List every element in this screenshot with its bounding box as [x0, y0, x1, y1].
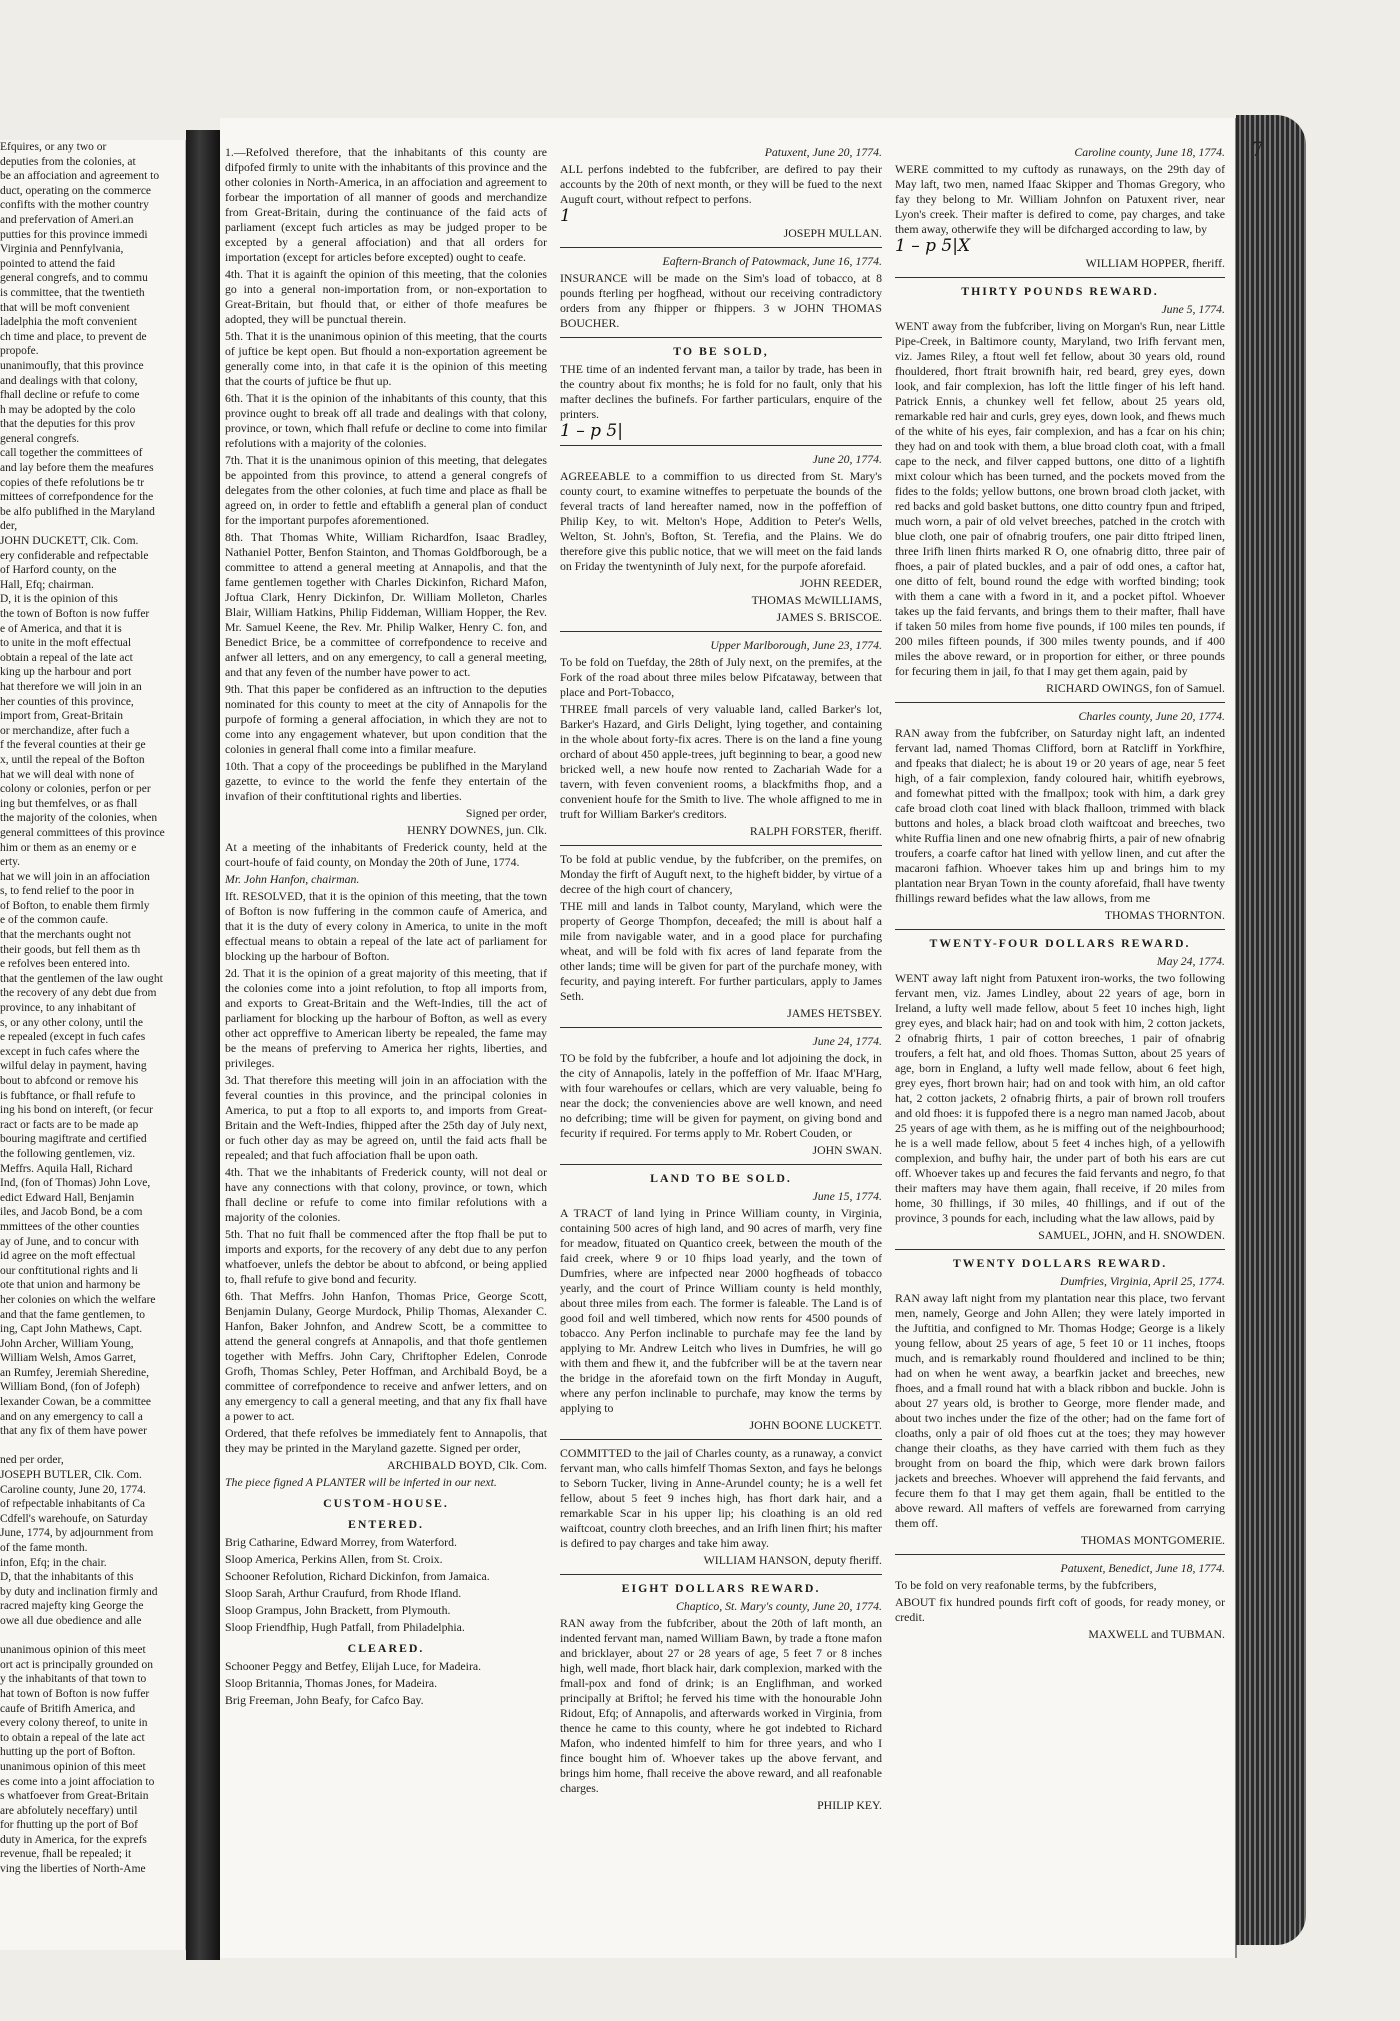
left-page-line: iles, and Jacob Bond, be a com	[0, 1206, 143, 1219]
heading: LAND TO BE SOLD.	[650, 1171, 792, 1185]
left-page-line: Caroline county, June 20, 1774.	[0, 1483, 146, 1496]
left-page-line: bout to abfcond or remove his	[0, 1075, 139, 1087]
column-1	[225, 145, 547, 1935]
left-page-line: that the merchants ought not	[0, 929, 131, 942]
left-page-line: JOHN DUCKETT, Clk. Com.	[0, 535, 139, 548]
left-page-line: general congrefs.	[0, 432, 80, 445]
dateline: June 15, 1774.	[812, 1189, 882, 1203]
left-page-line: copies of thefe refolutions be tr	[0, 476, 145, 489]
left-page-line: duty in America, for the exprefs	[0, 1833, 147, 1846]
left-page-line: erty.	[0, 856, 21, 869]
left-page-line: e refolves been entered into.	[0, 958, 130, 971]
signature: SAMUEL, JOHN, and H. SNOWDEN.	[1038, 1228, 1225, 1242]
dateline: June 5, 1774.	[1161, 302, 1225, 316]
paragraph: Sloop Sarah, Arthur Craufurd, from Rhode Ifland.	[225, 1586, 462, 1600]
left-page-line: h may be adopted by the colo	[0, 403, 136, 416]
left-page-line: bouring magiftrate and certified	[0, 1133, 147, 1146]
left-page-line: her colonies on which the welfare	[0, 1293, 156, 1306]
divider	[560, 1164, 882, 1165]
left-page-line: that the gentlemen of the law ought	[0, 972, 163, 985]
divider	[560, 445, 882, 446]
left-page-line: him or them as an enemy or e	[0, 841, 137, 854]
paragraph: To be fold at public vendue, by the fubfcriber, on the premifes, on Monday the firft of Auguft next, to the higheft bidder, by virtue of a decree of the high court of chancery,	[560, 852, 882, 896]
left-page-line: ery confiderable and refpectable	[0, 549, 149, 562]
left-page-line: ving the liberties of North-Ame	[0, 1863, 146, 1876]
left-page-line: that any fix of them have power	[0, 1425, 147, 1438]
paragraph: Brig Freeman, John Beafy, for Cafco Bay.	[225, 1693, 424, 1707]
left-page-line: s, or any other colony, until the	[0, 1016, 143, 1029]
left-page-line: e repealed (except in fuch cafes	[0, 1031, 146, 1044]
left-page-line: William Bond, (fon of Jofeph)	[0, 1381, 140, 1394]
left-page-line: Virginia and Pennfylvania,	[0, 243, 124, 256]
paragraph: AGREEABLE to a commiffion to us directed from St. Mary's county court, to examine witneffes to perpetuate the bounds of the feveral tracts of land hereafter named, now in the poffeffion of Philip Key, to wit. Melton's Hope, Addition to Peter's Wells, Welton, St. John's, Bofton, St. Terefia, and the Plains. We do therefore give this public notice, that we will meet on the faid lands on Friday the twentyninth of July next, for the purpofe aforefaid.	[560, 469, 882, 573]
left-page-line: ch time and place, to prevent de	[0, 330, 147, 343]
divider	[560, 337, 882, 338]
left-page-line: that the deputies for this prov	[0, 418, 136, 431]
left-page-line: Hall, Efq; chairman.	[0, 578, 94, 591]
paragraph: COMMITTED to the jail of Charles county, as a runaway, a convict fervant man, who calls himfelf Thomas Sexton, and fays he belongs to Seborn Tucker, living in Anne-Arundel county; he is a well fet fellow, about 5 feet 9 inches high, has fhort dark hair, and a remarkable Scar in his upper lip; his cloathing is an old red waiftcoat, country cloth breeches, and an Irifh linen fhirt; his mafter is defired to pay charges and take him away.	[560, 1446, 882, 1550]
paragraph: INSURANCE will be made on the Sim's load of tobacco, at 8 pounds fterling per hogfhead, without our receiving contradictory orders from any fhipper or fhippers. 3 w JOHN THOMAS BOUCHER.	[560, 271, 882, 330]
left-page-line: and dealings with that colony,	[0, 374, 138, 387]
left-page-line: unanimous opinion of this meet	[0, 1644, 146, 1657]
left-page-line: June, 1774, by adjournment from	[0, 1527, 154, 1540]
left-page-line: ladelphia the moft convenient	[0, 316, 137, 329]
left-page-line: Ind, (fon of Thomas) John Love,	[0, 1177, 151, 1190]
left-page-line: deputies from the colonies, at	[0, 155, 136, 168]
left-page-line: der,	[0, 520, 18, 533]
left-page-line: s, to fend relief to the poor in	[0, 885, 135, 898]
left-page-line: of the fame month.	[0, 1542, 88, 1554]
left-page-line: ing but themfelves, or as fhall	[0, 797, 138, 810]
signature: JOHN SWAN.	[812, 1143, 882, 1157]
left-page-line: mittees of correfpondence for the	[0, 491, 154, 504]
left-page-line: import from, Great-Britain	[0, 710, 123, 723]
paragraph: Schooner Peggy and Betfey, Elijah Luce, for Madeira.	[225, 1659, 482, 1673]
paragraph: 2d. That it is the opinion of a great majority of this meeting, that if the colonies come into a joint refolution, to ftop all imports from, and exports to Great-Britain and the Weft-Indies, till the act of parliament for blocking up the harbour of Bofton, as well as every other act oppreffive to American liberty be repealed, the fame may be the means of preferving to America her rights, liberties, and privileges.	[225, 966, 547, 1070]
paragraph: Sloop Grampus, John Brackett, from Plymouth.	[225, 1603, 451, 1617]
left-page-line: hat we will deal with none of	[0, 768, 135, 781]
dateline: June 20, 1774.	[812, 452, 882, 466]
signature: JOHN REEDER,	[800, 576, 882, 590]
paragraph: WENT away from the fubfcriber, living on Morgan's Run, near Little Pipe-Creek, in Baltimore county, Maryland, two Irifh fervant men, viz. James Riley, a ftout well fet fellow, about 30 years old, round fhouldered, fhort ftrait brownifh hair, red beard, grey eyes, down look, and fair complexion, has loft the little finger of his left hand. Patrick Ennis, a chunkey well fet fellow, about 25 years old, remarkable red hair and curls, grey eyes, down look, and fhews much of the white of his eyes, fair complexion, and has a fcar on his chin; they had on and took with them, a blue broad cloth coat, with a fmall cape to the neck, and filver capped buttons, one ditto of a lightifh mixt colour which has been turned, and the pockets moved from the fides to the folds; yellow buttons, one brown broad cloth jacket, with red backs and gold basket buttons, one ditto country fpun and ftriped, much worn, a pair of old velvet breeches, patched in the crotch with blue cloth, one pair of ofnabrig troufers, one pair ditto ftriped linen, three Irifh linen fhirts marked R O, one ofnabrig ditto, three pair of fhoes, a pair of plated buckles, and a pair of odd ones, a caftor hat, one ditto of felt, bound round the edge with worfted binding; took with them a cane with a fword in it, and a pocket piftol. Whoever takes up the faid fervants, and brings them to their mafter, fhall have if taken 50 miles from home five pounds, if 100 miles ten pounds, if 200 miles fifteen pounds, if 300 miles twenty pounds, and if 400 miles the above reward, or in proportion for either, or three pounds for fecuring them in jail, fo that I may get them again, paid by	[895, 319, 1225, 678]
note: The piece figned A PLANTER will be inferted in our next.	[225, 1475, 497, 1489]
left-page-line: or merchandize, after fuch a	[0, 724, 130, 737]
heading: THIRTY POUNDS REWARD.	[961, 284, 1159, 298]
divider	[560, 1027, 882, 1028]
left-page-line: hutting up the port of Bofton.	[0, 1746, 136, 1759]
left-page-line: JOSEPH BUTLER, Clk. Com.	[0, 1469, 142, 1482]
signature: THOMAS McWILLIAMS,	[751, 593, 882, 607]
left-page-line: duct, operating on the commerce	[0, 184, 152, 197]
paragraph: WENT away laft night from Patuxent iron-works, the two following fervant men, viz. James Lindley, about 22 years of age, born in Ireland, a lufty well made fellow, about 5 feet 10 inches high, light grey eyes, and black hair; had on and took with him, 2 cotton jackets, 2 ofnabrig fhirts, 1 pair of cotton breeches, 1 pair of ofnabrig troufers, a felt hat, and old fhoes. Thomas Sutton, about 25 years of age, born in England, a lufty well made fellow, about 6 feet high, grey eyes, fhort brown hair; had on and took with him, an old caftor hat, 2 cotton jackets, 2 ofnabrig fhirts, a pair of brown roll troufers and old fhoes: it is fuppofed there is a negro man named Jacob, about 25 years of age with them, as he is miffing out of the neighbourhood; he is a well made fellow, about 5 feet 4 inches high, of a yellowifh complexion, and bufhy hair, the under part of both his ears are cut off. Whoever takes up and fecures the faid fervants and negro, fo that their mafters may have them again, fhall receive, if 20 miles from home, 30 fhillings, if 30 miles, 40 fhillings, and if out of the province, 3 pounds for each, including what the law allows, paid by	[895, 971, 1225, 1225]
left-page-line: to unite in the moft effectual	[0, 637, 132, 650]
left-page-line: general committees of this province	[0, 826, 165, 839]
left-page-line: of Bofton, to enable them firmly	[0, 899, 150, 912]
left-page-line: revenue, fhall be repealed; it	[0, 1848, 132, 1861]
left-page-line: that will be moft convenient	[0, 301, 130, 314]
left-page-line: of refpectable inhabitants of Ca	[0, 1498, 145, 1511]
paragraph: To be fold on Tuefday, the 28th of July next, on the premifes, at the Fork of the road about three miles below Pifcataway, between that place and Port-Tobacco,	[560, 655, 882, 699]
left-page-line: ned per order,	[0, 1454, 64, 1467]
paragraph: ABOUT fix hundred pounds firft coft of goods, for ready money, or credit.	[895, 1595, 1225, 1624]
left-page-line: is committee, that the twentieth	[0, 286, 145, 299]
signature: WILLIAM HOPPER, fheriff.	[1085, 256, 1225, 270]
left-page-line: ing his bond on intereft, (or fecur	[0, 1104, 153, 1117]
book-gutter	[186, 130, 220, 1960]
paragraph: 10th. That a copy of the proceedings be publifhed in the Maryland gazette, to evince to the world the fenfe they entertain of the invafion of their conftitutional rights and liberties.	[225, 759, 547, 803]
left-page-line: are abfolutely neceffary) until	[0, 1804, 138, 1817]
left-page-line: be an affociation and agreement to	[0, 170, 160, 183]
left-page-line	[0, 1629, 185, 1644]
signature: HENRY DOWNES, jun. Clk.	[407, 823, 547, 837]
signature: JAMES S. BRISCOE.	[776, 610, 882, 624]
left-page-line: hat town of Bofton is now fuffer	[0, 1687, 150, 1700]
handwritten-mark: 1 – p 5|	[560, 421, 623, 441]
left-page-line: every colony thereof, to unite in	[0, 1717, 148, 1730]
paragraph: 7th. That it is the unanimous opinion of this meeting, that delegates be appointed from this province, to attend a general congrefs of delegates from the other colonies, at fuch time and place as fhall be agreed on, in order to fettle and eftablifh a general plan of conduct for the important purpofes aforementioned.	[225, 453, 547, 527]
left-page-line: ract or facts are to be made ap	[0, 1118, 139, 1131]
left-page-line: colony or colonies, perfon or per	[0, 783, 151, 796]
left-page-line: an Rumfey, Jeremiah Sheredine,	[0, 1366, 150, 1379]
left-page-line: the majority of the colonies, when	[0, 812, 158, 825]
paragraph: TO be fold by the fubfcriber, a houfe and lot adjoining the dock, in the city of Annapolis, lately in the poffeffion of Mr. Ifaac M'Harg, with four warehoufes or cellars, which are very valuable, being fo near the dock; the conveniencies above are well known, and need no defcribing; time will be given for payment, on giving bond and fecurity if required. For terms apply to Mr. Robert Couden, or	[560, 1051, 882, 1140]
left-page-line: Efquires, or any two or	[0, 141, 107, 153]
left-page-line: William Welsh, Amos Garret,	[0, 1352, 137, 1365]
signature: MAXWELL and TUBMAN.	[1088, 1627, 1225, 1641]
paragraph: At a meeting of the inhabitants of Frederick county, held at the court-houfe of faid county, on Monday the 20th of June, 1774.	[225, 840, 547, 869]
left-page-line: to obtain a repeal of the late act	[0, 1731, 145, 1744]
signature: PHILIP KEY.	[817, 1798, 882, 1812]
left-page-line: Meffrs. Aquila Hall, Richard	[0, 1162, 133, 1175]
left-page-line: is fubftance, or fhall refufe to	[0, 1089, 136, 1102]
left-page-line: infon, Efq; in the chair.	[0, 1556, 107, 1569]
left-page-line: es come into a joint affociation to	[0, 1775, 155, 1788]
left-page-line: ay of June, and to concur with	[0, 1235, 139, 1248]
left-page-line: the town of Bofton is now fuffer	[0, 608, 150, 620]
dateline: Patuxent, Benedict, June 18, 1774.	[1060, 1561, 1225, 1575]
divider	[895, 702, 1225, 703]
page-number: 7	[1252, 136, 1263, 161]
paragraph: 8th. That Thomas White, William Richardfon, Isaac Bradley, Nathaniel Potter, Benfon Stainton, and Thomas Goldfborough, be a committee to attend a general meeting at Annapolis, and that the fame gentlemen together with Charles Dickinfon, Richard Mafon, Joftua Clark, Henry Dickinfon, Dr. William Molleton, Charles Blair, William Hatkins, Philip Fiddeman, William Hopper, the Rev. Mr. Samuel Keene, the Rev. Mr. Philip Walker, Henry C. fon, and Benedict Brice, be a committee of correfpondence to receive and anfwer all letters, and on any emergency, to call a general meeting, and that any feven of the number have power to act.	[225, 530, 547, 679]
heading: ENTERED.	[348, 1517, 424, 1531]
left-page-line: be alfo publifhed in the Maryland	[0, 505, 155, 518]
left-page-line: e of America, and that it is	[0, 622, 122, 635]
paragraph: Sloop America, Perkins Allen, from St. Croix.	[225, 1552, 443, 1566]
left-page	[0, 140, 186, 1950]
paragraph: THREE fmall parcels of very valuable land, called Barker's lot, Barker's Hazard, and Girls Delight, lying together, and containing in the whole about forty-fix acres. There is on the land a fine young orchard of about 450 apple-trees, juft beginning to bear, a good new bricked well, a new houfe now rented to Zachariah Wade for a tavern, with feven convenient rooms, a blackfmiths fhop, and a convenient houfe for the Smith to live. The whole affigned to me in truft for William Barker's creditors.	[560, 702, 882, 821]
heading: CUSTOM-HOUSE.	[323, 1496, 449, 1510]
paragraph: 3d. That therefore this meeting will join in an affociation with the feveral counties in this province, and the principal colonies in America, to put a ftop to all exports to, and imports from Great-Britain and the Weft-Indies, fhipped after the 25th day of July next, or fuch other day as may be agreed on, until the faid acts fhall be repealed; and that fuch affociation fhall be upon oath.	[225, 1073, 547, 1162]
handwritten-mark: 1	[560, 206, 571, 226]
left-page-line: fhall decline or refufe to come	[0, 389, 140, 402]
divider	[560, 1439, 882, 1440]
dateline: Eaftern-Branch of Patowmack, June 16, 1774.	[662, 254, 882, 268]
left-page-line: her counties of this province,	[0, 695, 134, 708]
dateline: Charles county, June 20, 1774.	[1078, 709, 1225, 723]
heading: TO BE SOLD,	[673, 344, 769, 358]
page-edge	[1236, 115, 1306, 1945]
left-page-line: John Archer, William Young,	[0, 1337, 134, 1350]
divider	[560, 247, 882, 248]
left-page-line: the recovery of any debt due from	[0, 987, 157, 1000]
left-page-line: Cdfell's warehoufe, on Saturday	[0, 1512, 148, 1525]
paragraph: Schooner Refolution, Richard Dickinfon, from Jamaica.	[225, 1569, 490, 1583]
handwritten-mark: 1 – p 5|X	[895, 236, 971, 256]
left-page-line: wilful delay in payment, having	[0, 1060, 147, 1073]
dateline: Caroline county, June 18, 1774.	[1074, 145, 1225, 159]
left-page-line: D, it is the opinion of this	[0, 593, 118, 606]
signature: RALPH FORSTER, fheriff.	[749, 824, 882, 838]
paragraph: A TRACT of land lying in Prince William county, in Virginia, containing 500 acres of high land, and 90 acres of marfh, very fine for meadow, fituated on Quantico creek, between the mouth of the faid creek, where 9 or 10 fhips load yearly, and the town of Dumfries, where are infpected near 2000 hogfheads of tobacco yearly, and the court of Prince William county is held monthly, about three miles from each. The former is faleable. The Land is of good foil and well timbered, which now rents for 4500 pounds of tobacco. Any Perfon inclinable to purchafe may fee the land by applying to Mr. Andrew Leitch who lives in Dumfries, he will go with them and fhew it, and the fubfcriber will be at the tavern near the bridge in the aforefaid town on the firft Monday in Auguft, where any perfon inclinable to purchafe, may know the terms by applying to	[560, 1206, 882, 1415]
paragraph: Ift. RESOLVED, that it is the opinion of this meeting, that the town of Bofton is now fuffering in the common caufe of America, and that it is the duty of every colony in America, to unite in the moft effectual means to obtain a repeal of the late act of parliament for blocking up the harbour of Bofton.	[225, 889, 547, 963]
left-page-line: pointed to attend the faid	[0, 257, 115, 270]
paragraph: RAN away from the fubfcriber, on Saturday night laft, an indented fervant lad, named Thomas Clifford, born at Ratcliff in Yorkfhire, and fpeaks that dialect; he is about 19 or 20 years of age, near 5 feet high, of a fair complexion, fandy coloured hair, whitifh eyebrows, and fomewhat pitted with the fmallpox; took with him, a dark grey cafe broad cloth coat lined with black fhalloon, trimmed with black buttons and holes, a black broad cloth waiftcoat and breeches, two white Ruffia linen and one new ofnabrig fhirts, a pair of new ofnabrig troufers, a coarfe caftor hat lined with yellow linen, and cut after the macaroni fafhion. Whoever takes him up and brings him to my plantation near Bryan Town in the county aforefaid, fhall have twenty fhillings reward befides what the law allows, from me	[895, 726, 1225, 905]
left-page-line: the following gentlemen, viz.	[0, 1147, 136, 1160]
left-page-line: obtain a repeal of the late act	[0, 651, 133, 664]
signature: JOHN BOONE LUCKETT.	[749, 1418, 882, 1432]
paragraph: ALL perfons indebted to the fubfcriber, are defired to pay their accounts by the 20th of next month, or they will be fued to the next Auguft court, without refpect to perfons.	[560, 162, 882, 206]
paragraph: Sloop Britannia, Thomas Jones, for Madeira.	[225, 1676, 438, 1690]
dateline: Dumfries, Virginia, April 25, 1774.	[1060, 1274, 1225, 1288]
signature: JOSEPH MULLAN.	[783, 226, 882, 240]
heading: CLEARED.	[347, 1641, 425, 1655]
left-page-line: id agree on the moft effectual	[0, 1250, 136, 1263]
left-page-line: by duty and inclination firmly and	[0, 1585, 158, 1598]
divider	[895, 1554, 1225, 1555]
left-page-line: hat therefore we will join in an	[0, 680, 142, 693]
left-page-line: racred majefty king George the	[0, 1600, 144, 1613]
divider	[895, 929, 1225, 930]
heading: TWENTY-FOUR DOLLARS REWARD.	[929, 936, 1191, 950]
left-page-line: edict Edward Hall, Benjamin	[0, 1191, 135, 1204]
left-page-line: D, that the inhabitants of this	[0, 1571, 134, 1584]
divider	[895, 1249, 1225, 1250]
paragraph: Brig Catharine, Edward Morrey, from Waterford.	[225, 1535, 457, 1549]
left-page-line: province, to any inhabitant of	[0, 1002, 136, 1015]
left-page-line: for fhutting up the port of Bof	[0, 1819, 138, 1832]
left-page-line: general congrefs, and to commu	[0, 272, 148, 285]
divider	[560, 631, 882, 632]
left-page-line: confifts with the mother country	[0, 199, 149, 212]
left-page-line: our conftitutional rights and li	[0, 1264, 138, 1277]
paragraph: THE time of an indented fervant man, a tailor by trade, has been in the country about fix months; he is fold for no fault, only that his mafter declines the bufinefs. For farther particulars, enquire of the printers.	[560, 362, 882, 421]
left-page-line: lexander Cowan, be a committee	[0, 1396, 152, 1409]
heading: TWENTY DOLLARS REWARD.	[952, 1256, 1168, 1270]
left-page-line: ote that union and harmony be	[0, 1279, 141, 1292]
paragraph: 4th. That it is againft the opinion of this meeting, that the colonies go into a general non-importation from, or non-exportation to Great-Britain, but fhould that, or either of thofe meafures be adopted, they will be punctual therein.	[225, 267, 547, 326]
dateline: Patuxent, June 20, 1774.	[764, 145, 882, 159]
left-page-line: unanimoufly, that this province	[0, 359, 144, 372]
paragraph: To be fold on very reafonable terms, by the fubfcribers,	[895, 1578, 1157, 1592]
heading: EIGHT DOLLARS REWARD.	[621, 1581, 821, 1595]
signature: JAMES HETSBEY.	[787, 1006, 882, 1020]
column-2	[560, 145, 882, 1935]
paragraph: Ordered, that thefe refolves be immediately fent to Annapolis, that they may be printed in the Maryland gazette. Signed per order,	[225, 1426, 547, 1455]
dateline: Upper Marlborough, June 23, 1774.	[710, 638, 882, 652]
column-3	[895, 145, 1225, 1935]
paragraph: 5th. That it is the unanimous opinion of this meeting, that the courts of juftice be kept open. But fhould a non-exportation agreement be generally come into, in that cafe it is the opinion of this meeting that the courts of juftice be fhut up.	[225, 329, 547, 388]
dateline: May 24, 1774.	[1156, 954, 1225, 968]
left-page-line: caufe of Britifh America, and	[0, 1702, 136, 1715]
left-page-line: hat we will join in an affociation	[0, 870, 150, 883]
left-page-line: and on any emergency to call a	[0, 1410, 143, 1423]
left-page-line: propofe.	[0, 345, 39, 358]
dateline: Chaptico, St. Mary's county, June 20, 1774.	[676, 1599, 882, 1613]
paragraph: 6th. That Meffrs. John Hanfon, Thomas Price, George Scott, Benjamin Dulany, George Murdock, Philip Thomas, Alexander C. Hanfon, Baker Johnfon, and Andrew Scott, be a committee to attend the general congrefs at Annapolis, and that thofe gentlemen together with Meffrs. John Cary, Chriftopher Edelen, Conrode Grofh, Thomas Schley, Peter Hoffman, and Archibald Boyd, be a committee of correfpondence to receive and anfwer letters, and on any emergency to call a general meeting, and that any fix fhall have a power to act.	[225, 1289, 547, 1423]
left-page-line: of Harford county, on the	[0, 564, 117, 577]
signature: WILLIAM HANSON, deputy fheriff.	[703, 1553, 882, 1567]
divider	[895, 277, 1225, 278]
paragraph: Sloop Friendfhip, Hugh Patfall, from Philadelphia.	[225, 1620, 465, 1634]
signature: ARCHIBALD BOYD, Clk. Com.	[387, 1458, 547, 1472]
note: Mr. John Hanfon, chairman.	[225, 872, 360, 886]
left-page-line: and lay before them the meafures	[0, 462, 154, 475]
left-page-line: king up the harbour and port	[0, 666, 132, 679]
signature: THOMAS THORNTON.	[1104, 908, 1225, 922]
left-page-line	[0, 1439, 185, 1454]
left-page-line: their goods, but fell them as th	[0, 943, 141, 956]
left-page-line: mmittees of the other counties	[0, 1220, 140, 1233]
paragraph: RAN away from the fubfcriber, about the 20th of laft month, an indented fervant man, named William Bawn, by trade a ftone mafon and bricklayer, about 27 or 28 years of age, 5 feet 7 or 8 inches high, well made, fhort black hair, dark complexion, marked with the fmall-pox and fond of drink; is an Englifhman, and worked principally at Briftol; he ferved his time with the honourable John Ridout, Efq; of Annapolis, and afterwards worked in Virginia, from thence he came to this county, where he got indebted to Richard Mafon, who indented himfelf to him for three years, and who I fince bought him of. Whoever takes up the above fervant, and brings him home, fhall receive the above reward, and all reafonable charges.	[560, 1616, 882, 1795]
paragraph: 6th. That it is the opinion of the inhabitants of this county, that this province ought to break off all trade and dealings with that colony, province, or town, which fhall refufe or decline to come into fimilar refolutions with a majority of the colonies.	[225, 391, 547, 450]
left-page-line: unanimous opinion of this meet	[0, 1760, 146, 1773]
left-page-line: f the feveral counties at their ge	[0, 739, 146, 752]
left-page-line: ort act is principally grounded on	[0, 1658, 153, 1671]
dateline: June 24, 1774.	[812, 1034, 882, 1048]
left-page-line: x, until the repeal of the Bofton	[0, 753, 145, 766]
left-page-line: and that the fame gentlemen, to	[0, 1308, 145, 1321]
signature: Signed per order,	[465, 806, 547, 820]
left-page-line: s whatfoever from Great-Britain	[0, 1790, 149, 1803]
paragraph: THE mill and lands in Talbot county, Maryland, which were the property of George Thompfon, deceafed; the mill is about half a mile from navigable water, and in a good place for purchafing wheat, and will be fold with fix acres of land feparate from the other lands; time will be given for part of the purchafe money, with fecurity, and paying intereft. For further particulars, apply to James Seth.	[560, 899, 882, 1003]
left-page-line: e of the common caufe.	[0, 914, 109, 927]
paragraph: RAN away laft night from my plantation near this place, two fervant men, namely, George and John Allen; they were lately imported in the Juftitia, and configned to Mr. Thomas Hodge; George is a likely young fellow, about 25 years of age, 5 feet 10 or 11 inches, ftoops much, and is remarkably round fhouldered and inclined to be thin; had on when he went away, a bearfkin jacket and breeches, new fhoes, and a fmall round hat with a black ribbon and buckle. John is about 27 years old, is brother to George, more flender made, and about two inches under the fize of the other; had on the fame fort of cloaths, only a pair of old fhoes cut at the toes; they may however change their cloaths, as they have carried with them fuch as they brought from on board the fhip, which were dark brown failors jackets and breeches. Whoever will apprehend the faid fervants, and fecure them fo that I may get them again, fhall be entitled to the above reward. All mafters of veffels are forewarned from carrying them off.	[895, 1291, 1225, 1530]
paragraph: 5th. That no fuit fhall be commenced after the ftop fhall be put to imports and exports, for the recovery of any debt due to any perfon whatfoever, unlefs the debtor be about to abfcond, or being applied to, fhall refufe to give bond and fecurity.	[225, 1227, 547, 1286]
signature: RICHARD OWINGS, fon of Samuel.	[1046, 681, 1225, 695]
left-page-line: owe all due obedience and alle	[0, 1614, 142, 1627]
left-page-line: call together the committees of	[0, 447, 143, 460]
divider	[560, 845, 882, 846]
left-page-line: and prefervation of Ameri.an	[0, 213, 134, 226]
paragraph: 1.—Refolved therefore, that the inhabitants of this county are difpofed firmly to unite with the inhabitants of this province and the other colonies in North-America, in an affociation and agreement to forbear the importation of all manner of goods and merchandize from Great-Britain, during the continuance of the faid acts of parliament (except fuch articles as may be judged proper to be excepted by a general affociation) and that all orders for importation (except for articles before excepted) ought to ceafe.	[225, 145, 547, 264]
left-page-line: y the inhabitants of that town to	[0, 1673, 147, 1686]
left-page-line: putties for this province immedi	[0, 228, 148, 241]
left-page-line: except in fuch cafes where the	[0, 1045, 140, 1058]
left-page-line: ing, Capt John Mathews, Capt.	[0, 1323, 143, 1336]
paragraph: 4th. That we the inhabitants of Frederick county, will not deal or have any connections with that colony, province, or town, which fhall decline or refufe to come into fimilar refolutions with a majority of the colonies.	[225, 1165, 547, 1224]
paragraph: 9th. That this paper be confidered as an inftruction to the deputies nominated for this county to meet at the city of Annapolis for the purpofe of forming a general affociation, in which they are not to come into any engagement whatever, but upon condition that the colonies in general fhall come into a fimilar meafure.	[225, 682, 547, 756]
divider	[560, 1574, 882, 1575]
paragraph: WERE committed to my cuftody as runaways, on the 29th day of May laft, two men, named Ifaac Skipper and Thomas Gregory, who fay they belong to Mr. William Johnfon on Patuxent river, near Lyon's creek. Their mafter is defired to come, pay charges, and take them away, otherwife they will be difcharged according to law, by	[895, 162, 1225, 236]
signature: THOMAS MONTGOMERIE.	[1080, 1533, 1225, 1547]
